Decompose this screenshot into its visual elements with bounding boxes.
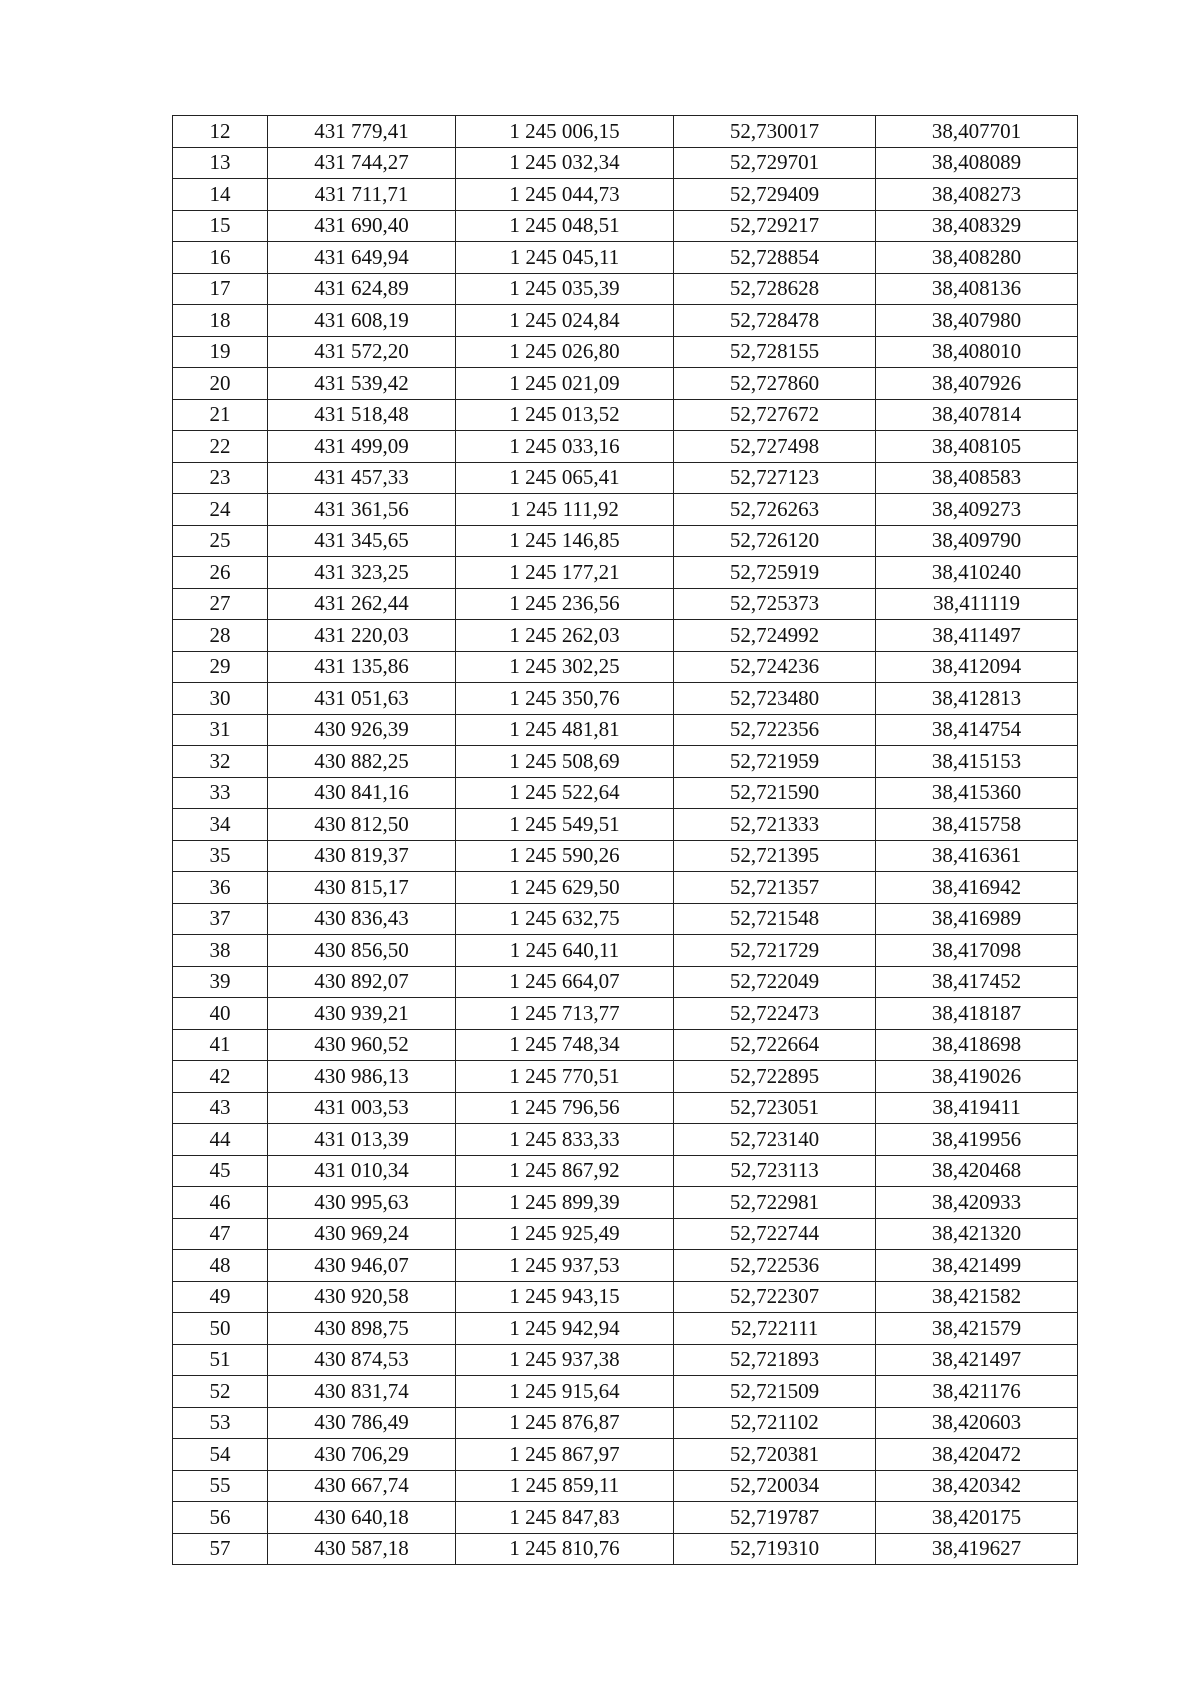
y-coordinate-cell: 1 245 065,41 — [456, 462, 674, 494]
x-coordinate-cell: 431 624,89 — [268, 273, 456, 305]
x-coordinate-cell: 430 986,13 — [268, 1061, 456, 1093]
longitude-cell: 38,419956 — [876, 1124, 1078, 1156]
y-coordinate-cell: 1 245 942,94 — [456, 1313, 674, 1345]
point-number-cell: 15 — [173, 210, 268, 242]
table-row — [173, 935, 1078, 967]
longitude-cell: 38,416361 — [876, 840, 1078, 872]
latitude-cell: 52,728854 — [674, 242, 876, 274]
point-number-cell: 25 — [173, 525, 268, 557]
x-coordinate-cell: 430 946,07 — [268, 1250, 456, 1282]
x-coordinate-cell: 431 323,25 — [268, 557, 456, 589]
longitude-cell: 38,421499 — [876, 1250, 1078, 1282]
table-row — [173, 1124, 1078, 1156]
point-number-cell: 30 — [173, 683, 268, 715]
x-coordinate-cell: 431 539,42 — [268, 368, 456, 400]
x-coordinate-cell: 430 819,37 — [268, 840, 456, 872]
y-coordinate-cell: 1 245 796,56 — [456, 1092, 674, 1124]
longitude-cell: 38,420603 — [876, 1407, 1078, 1439]
x-coordinate-cell: 430 874,53 — [268, 1344, 456, 1376]
longitude-cell: 38,411119 — [876, 588, 1078, 620]
x-coordinate-cell: 430 812,50 — [268, 809, 456, 841]
point-number-cell: 33 — [173, 777, 268, 809]
point-number-cell: 24 — [173, 494, 268, 526]
y-coordinate-cell: 1 245 006,15 — [456, 116, 674, 148]
y-coordinate-cell: 1 245 629,50 — [456, 872, 674, 904]
y-coordinate-cell: 1 245 876,87 — [456, 1407, 674, 1439]
point-number-cell: 44 — [173, 1124, 268, 1156]
latitude-cell: 52,724236 — [674, 651, 876, 683]
table-row — [173, 1313, 1078, 1345]
y-coordinate-cell: 1 245 013,52 — [456, 399, 674, 431]
point-number-cell: 37 — [173, 903, 268, 935]
latitude-cell: 52,726120 — [674, 525, 876, 557]
table-row — [173, 1407, 1078, 1439]
longitude-cell: 38,408089 — [876, 147, 1078, 179]
longitude-cell: 38,419411 — [876, 1092, 1078, 1124]
table-row — [173, 966, 1078, 998]
latitude-cell: 52,721509 — [674, 1376, 876, 1408]
longitude-cell: 38,412813 — [876, 683, 1078, 715]
longitude-cell: 38,408136 — [876, 273, 1078, 305]
latitude-cell: 52,722744 — [674, 1218, 876, 1250]
latitude-cell: 52,722049 — [674, 966, 876, 998]
latitude-cell: 52,722356 — [674, 714, 876, 746]
latitude-cell: 52,721959 — [674, 746, 876, 778]
x-coordinate-cell: 430 841,16 — [268, 777, 456, 809]
table-row — [173, 462, 1078, 494]
table-row — [173, 1376, 1078, 1408]
table-row — [173, 651, 1078, 683]
latitude-cell: 52,721357 — [674, 872, 876, 904]
latitude-cell: 52,723140 — [674, 1124, 876, 1156]
latitude-cell: 52,727672 — [674, 399, 876, 431]
point-number-cell: 22 — [173, 431, 268, 463]
table-row — [173, 368, 1078, 400]
point-number-cell: 36 — [173, 872, 268, 904]
y-coordinate-cell: 1 245 640,11 — [456, 935, 674, 967]
y-coordinate-cell: 1 245 045,11 — [456, 242, 674, 274]
latitude-cell: 52,721395 — [674, 840, 876, 872]
longitude-cell: 38,415360 — [876, 777, 1078, 809]
y-coordinate-cell: 1 245 713,77 — [456, 998, 674, 1030]
longitude-cell: 38,412094 — [876, 651, 1078, 683]
longitude-cell: 38,407814 — [876, 399, 1078, 431]
latitude-cell: 52,723051 — [674, 1092, 876, 1124]
y-coordinate-cell: 1 245 032,34 — [456, 147, 674, 179]
y-coordinate-cell: 1 245 481,81 — [456, 714, 674, 746]
table-row — [173, 1281, 1078, 1313]
point-number-cell: 38 — [173, 935, 268, 967]
y-coordinate-cell: 1 245 859,11 — [456, 1470, 674, 1502]
longitude-cell: 38,421582 — [876, 1281, 1078, 1313]
table-row — [173, 1092, 1078, 1124]
latitude-cell: 52,722307 — [674, 1281, 876, 1313]
x-coordinate-cell: 430 939,21 — [268, 998, 456, 1030]
point-number-cell: 45 — [173, 1155, 268, 1187]
latitude-cell: 52,721548 — [674, 903, 876, 935]
table-row — [173, 273, 1078, 305]
y-coordinate-cell: 1 245 899,39 — [456, 1187, 674, 1219]
coordinates-table — [172, 115, 1078, 1565]
table-row — [173, 242, 1078, 274]
x-coordinate-cell: 431 010,34 — [268, 1155, 456, 1187]
x-coordinate-cell: 431 608,19 — [268, 305, 456, 337]
y-coordinate-cell: 1 245 048,51 — [456, 210, 674, 242]
y-coordinate-cell: 1 245 035,39 — [456, 273, 674, 305]
latitude-cell: 52,721333 — [674, 809, 876, 841]
y-coordinate-cell: 1 245 508,69 — [456, 746, 674, 778]
table-row — [173, 210, 1078, 242]
table-row — [173, 399, 1078, 431]
point-number-cell: 49 — [173, 1281, 268, 1313]
table-row — [173, 179, 1078, 211]
latitude-cell: 52,721729 — [674, 935, 876, 967]
point-number-cell: 39 — [173, 966, 268, 998]
longitude-cell: 38,416989 — [876, 903, 1078, 935]
y-coordinate-cell: 1 245 302,25 — [456, 651, 674, 683]
point-number-cell: 20 — [173, 368, 268, 400]
point-number-cell: 41 — [173, 1029, 268, 1061]
longitude-cell: 38,419627 — [876, 1533, 1078, 1565]
longitude-cell: 38,408329 — [876, 210, 1078, 242]
latitude-cell: 52,725919 — [674, 557, 876, 589]
latitude-cell: 52,721102 — [674, 1407, 876, 1439]
latitude-cell: 52,722981 — [674, 1187, 876, 1219]
x-coordinate-cell: 430 831,74 — [268, 1376, 456, 1408]
y-coordinate-cell: 1 245 925,49 — [456, 1218, 674, 1250]
longitude-cell: 38,421320 — [876, 1218, 1078, 1250]
point-number-cell: 47 — [173, 1218, 268, 1250]
y-coordinate-cell: 1 245 937,38 — [456, 1344, 674, 1376]
point-number-cell: 26 — [173, 557, 268, 589]
table-row — [173, 305, 1078, 337]
x-coordinate-cell: 431 649,94 — [268, 242, 456, 274]
point-number-cell: 28 — [173, 620, 268, 652]
latitude-cell: 52,722895 — [674, 1061, 876, 1093]
y-coordinate-cell: 1 245 522,64 — [456, 777, 674, 809]
latitude-cell: 52,727123 — [674, 462, 876, 494]
latitude-cell: 52,727498 — [674, 431, 876, 463]
table-row — [173, 588, 1078, 620]
longitude-cell: 38,411497 — [876, 620, 1078, 652]
longitude-cell: 38,420342 — [876, 1470, 1078, 1502]
point-number-cell: 23 — [173, 462, 268, 494]
latitude-cell: 52,729217 — [674, 210, 876, 242]
table-row — [173, 872, 1078, 904]
x-coordinate-cell: 430 706,29 — [268, 1439, 456, 1471]
y-coordinate-cell: 1 245 026,80 — [456, 336, 674, 368]
table-row — [173, 1470, 1078, 1502]
point-number-cell: 56 — [173, 1502, 268, 1534]
point-number-cell: 46 — [173, 1187, 268, 1219]
table-row — [173, 336, 1078, 368]
x-coordinate-cell: 430 882,25 — [268, 746, 456, 778]
point-number-cell: 16 — [173, 242, 268, 274]
x-coordinate-cell: 431 744,27 — [268, 147, 456, 179]
point-number-cell: 43 — [173, 1092, 268, 1124]
table-row — [173, 1187, 1078, 1219]
table-row — [173, 1344, 1078, 1376]
point-number-cell: 27 — [173, 588, 268, 620]
x-coordinate-cell: 430 815,17 — [268, 872, 456, 904]
x-coordinate-cell: 430 836,43 — [268, 903, 456, 935]
point-number-cell: 31 — [173, 714, 268, 746]
longitude-cell: 38,407980 — [876, 305, 1078, 337]
longitude-cell: 38,418187 — [876, 998, 1078, 1030]
point-number-cell: 21 — [173, 399, 268, 431]
longitude-cell: 38,414754 — [876, 714, 1078, 746]
table-row — [173, 1029, 1078, 1061]
table-row — [173, 714, 1078, 746]
x-coordinate-cell: 430 587,18 — [268, 1533, 456, 1565]
latitude-cell: 52,723480 — [674, 683, 876, 715]
longitude-cell: 38,409790 — [876, 525, 1078, 557]
latitude-cell: 52,728155 — [674, 336, 876, 368]
point-number-cell: 55 — [173, 1470, 268, 1502]
x-coordinate-cell: 431 518,48 — [268, 399, 456, 431]
longitude-cell: 38,417098 — [876, 935, 1078, 967]
y-coordinate-cell: 1 245 867,92 — [456, 1155, 674, 1187]
table-row — [173, 620, 1078, 652]
latitude-cell: 52,722536 — [674, 1250, 876, 1282]
table-row — [173, 903, 1078, 935]
longitude-cell: 38,420933 — [876, 1187, 1078, 1219]
y-coordinate-cell: 1 245 937,53 — [456, 1250, 674, 1282]
point-number-cell: 35 — [173, 840, 268, 872]
x-coordinate-cell: 431 690,40 — [268, 210, 456, 242]
latitude-cell: 52,729409 — [674, 179, 876, 211]
table-row — [173, 809, 1078, 841]
x-coordinate-cell: 430 969,24 — [268, 1218, 456, 1250]
table-row — [173, 557, 1078, 589]
table-row — [173, 1250, 1078, 1282]
y-coordinate-cell: 1 245 350,76 — [456, 683, 674, 715]
x-coordinate-cell: 431 711,71 — [268, 179, 456, 211]
x-coordinate-cell: 430 892,07 — [268, 966, 456, 998]
longitude-cell: 38,410240 — [876, 557, 1078, 589]
y-coordinate-cell: 1 245 833,33 — [456, 1124, 674, 1156]
point-number-cell: 12 — [173, 116, 268, 148]
y-coordinate-cell: 1 245 024,84 — [456, 305, 674, 337]
x-coordinate-cell: 430 667,74 — [268, 1470, 456, 1502]
y-coordinate-cell: 1 245 943,15 — [456, 1281, 674, 1313]
point-number-cell: 40 — [173, 998, 268, 1030]
x-coordinate-cell: 431 013,39 — [268, 1124, 456, 1156]
x-coordinate-cell: 431 361,56 — [268, 494, 456, 526]
x-coordinate-cell: 431 345,65 — [268, 525, 456, 557]
point-number-cell: 57 — [173, 1533, 268, 1565]
longitude-cell: 38,421497 — [876, 1344, 1078, 1376]
point-number-cell: 51 — [173, 1344, 268, 1376]
y-coordinate-cell: 1 245 867,97 — [456, 1439, 674, 1471]
longitude-cell: 38,407926 — [876, 368, 1078, 400]
point-number-cell: 50 — [173, 1313, 268, 1345]
x-coordinate-cell: 431 457,33 — [268, 462, 456, 494]
x-coordinate-cell: 430 960,52 — [268, 1029, 456, 1061]
point-number-cell: 48 — [173, 1250, 268, 1282]
latitude-cell: 52,720381 — [674, 1439, 876, 1471]
table-row — [173, 1533, 1078, 1565]
latitude-cell: 52,721590 — [674, 777, 876, 809]
table-row — [173, 1061, 1078, 1093]
table-row — [173, 525, 1078, 557]
y-coordinate-cell: 1 245 590,26 — [456, 840, 674, 872]
longitude-cell: 38,408273 — [876, 179, 1078, 211]
longitude-cell: 38,420468 — [876, 1155, 1078, 1187]
latitude-cell: 52,720034 — [674, 1470, 876, 1502]
longitude-cell: 38,418698 — [876, 1029, 1078, 1061]
longitude-cell: 38,416942 — [876, 872, 1078, 904]
x-coordinate-cell: 430 995,63 — [268, 1187, 456, 1219]
y-coordinate-cell: 1 245 044,73 — [456, 179, 674, 211]
table-row — [173, 431, 1078, 463]
y-coordinate-cell: 1 245 146,85 — [456, 525, 674, 557]
latitude-cell: 52,728628 — [674, 273, 876, 305]
latitude-cell: 52,721893 — [674, 1344, 876, 1376]
x-coordinate-cell: 431 220,03 — [268, 620, 456, 652]
point-number-cell: 13 — [173, 147, 268, 179]
point-number-cell: 32 — [173, 746, 268, 778]
longitude-cell: 38,420472 — [876, 1439, 1078, 1471]
table-row — [173, 777, 1078, 809]
x-coordinate-cell: 431 003,53 — [268, 1092, 456, 1124]
y-coordinate-cell: 1 245 549,51 — [456, 809, 674, 841]
latitude-cell: 52,730017 — [674, 116, 876, 148]
point-number-cell: 19 — [173, 336, 268, 368]
longitude-cell: 38,408010 — [876, 336, 1078, 368]
y-coordinate-cell: 1 245 177,21 — [456, 557, 674, 589]
x-coordinate-cell: 430 856,50 — [268, 935, 456, 967]
point-number-cell: 42 — [173, 1061, 268, 1093]
y-coordinate-cell: 1 245 262,03 — [456, 620, 674, 652]
longitude-cell: 38,421579 — [876, 1313, 1078, 1345]
table-row — [173, 1155, 1078, 1187]
latitude-cell: 52,724992 — [674, 620, 876, 652]
y-coordinate-cell: 1 245 770,51 — [456, 1061, 674, 1093]
point-number-cell: 18 — [173, 305, 268, 337]
table-row — [173, 683, 1078, 715]
table-row — [173, 1502, 1078, 1534]
longitude-cell: 38,408583 — [876, 462, 1078, 494]
x-coordinate-cell: 430 920,58 — [268, 1281, 456, 1313]
point-number-cell: 54 — [173, 1439, 268, 1471]
table-row — [173, 147, 1078, 179]
coordinates-table-body — [173, 116, 1078, 1565]
latitude-cell: 52,722664 — [674, 1029, 876, 1061]
x-coordinate-cell: 431 572,20 — [268, 336, 456, 368]
latitude-cell: 52,725373 — [674, 588, 876, 620]
longitude-cell: 38,420175 — [876, 1502, 1078, 1534]
latitude-cell: 52,727860 — [674, 368, 876, 400]
longitude-cell: 38,409273 — [876, 494, 1078, 526]
y-coordinate-cell: 1 245 236,56 — [456, 588, 674, 620]
table-row — [173, 1218, 1078, 1250]
x-coordinate-cell: 431 051,63 — [268, 683, 456, 715]
longitude-cell: 38,407701 — [876, 116, 1078, 148]
x-coordinate-cell: 430 898,75 — [268, 1313, 456, 1345]
x-coordinate-cell: 430 786,49 — [268, 1407, 456, 1439]
latitude-cell: 52,726263 — [674, 494, 876, 526]
table-row — [173, 494, 1078, 526]
y-coordinate-cell: 1 245 664,07 — [456, 966, 674, 998]
x-coordinate-cell: 431 262,44 — [268, 588, 456, 620]
latitude-cell: 52,729701 — [674, 147, 876, 179]
point-number-cell: 52 — [173, 1376, 268, 1408]
y-coordinate-cell: 1 245 632,75 — [456, 903, 674, 935]
x-coordinate-cell: 431 135,86 — [268, 651, 456, 683]
y-coordinate-cell: 1 245 111,92 — [456, 494, 674, 526]
y-coordinate-cell: 1 245 033,16 — [456, 431, 674, 463]
latitude-cell: 52,723113 — [674, 1155, 876, 1187]
longitude-cell: 38,415153 — [876, 746, 1078, 778]
longitude-cell: 38,415758 — [876, 809, 1078, 841]
latitude-cell: 52,719310 — [674, 1533, 876, 1565]
y-coordinate-cell: 1 245 847,83 — [456, 1502, 674, 1534]
x-coordinate-cell: 431 779,41 — [268, 116, 456, 148]
x-coordinate-cell: 430 926,39 — [268, 714, 456, 746]
x-coordinate-cell: 431 499,09 — [268, 431, 456, 463]
table-row — [173, 1439, 1078, 1471]
longitude-cell: 38,419026 — [876, 1061, 1078, 1093]
y-coordinate-cell: 1 245 915,64 — [456, 1376, 674, 1408]
table-row — [173, 840, 1078, 872]
point-number-cell: 53 — [173, 1407, 268, 1439]
x-coordinate-cell: 430 640,18 — [268, 1502, 456, 1534]
point-number-cell: 29 — [173, 651, 268, 683]
point-number-cell: 34 — [173, 809, 268, 841]
latitude-cell: 52,722111 — [674, 1313, 876, 1345]
latitude-cell: 52,719787 — [674, 1502, 876, 1534]
y-coordinate-cell: 1 245 748,34 — [456, 1029, 674, 1061]
longitude-cell: 38,408280 — [876, 242, 1078, 274]
point-number-cell: 14 — [173, 179, 268, 211]
latitude-cell: 52,728478 — [674, 305, 876, 337]
latitude-cell: 52,722473 — [674, 998, 876, 1030]
point-number-cell: 17 — [173, 273, 268, 305]
table-row — [173, 746, 1078, 778]
table-row — [173, 998, 1078, 1030]
y-coordinate-cell: 1 245 810,76 — [456, 1533, 674, 1565]
y-coordinate-cell: 1 245 021,09 — [456, 368, 674, 400]
longitude-cell: 38,421176 — [876, 1376, 1078, 1408]
table-row — [173, 116, 1078, 148]
longitude-cell: 38,417452 — [876, 966, 1078, 998]
longitude-cell: 38,408105 — [876, 431, 1078, 463]
